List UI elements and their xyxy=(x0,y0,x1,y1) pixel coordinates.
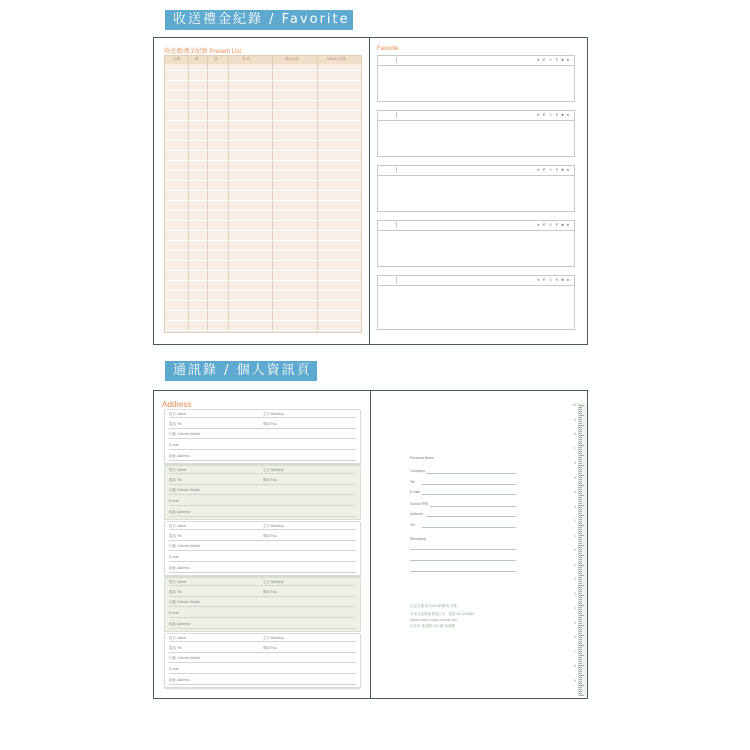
favorite-rating-icons: ♦ ✗ ☺ ¶ ♣ ♠ xyxy=(537,222,570,227)
address-card xyxy=(164,521,361,576)
company-line: 禾禾文化事業有限公司 電話 02-1234567 xyxy=(410,612,476,616)
tel-field-label: 電話 Tel xyxy=(169,534,182,538)
ruler-number: 8 xyxy=(574,664,576,668)
ruler-number: 9 xyxy=(574,678,576,683)
fax-field-label: 傳真 Fax xyxy=(263,590,277,594)
favorite-card xyxy=(377,220,575,267)
col-receive: 收 xyxy=(195,57,199,61)
ruler-number: 2 xyxy=(574,577,576,581)
birthday-field-label: 生日 Birthday xyxy=(263,524,284,528)
name-field-label: 姓名 Name xyxy=(169,580,187,584)
favorite-section-banner: 收送禮金紀錄 / Favorite xyxy=(165,10,353,30)
addr-field-label: 地址 Address xyxy=(169,622,190,626)
ruler-number: 2 xyxy=(574,519,576,523)
ruler-number: 9 xyxy=(574,417,576,422)
addr-field-label: 地址 Address xyxy=(169,566,190,570)
company-label: Company xyxy=(410,469,425,473)
address-card xyxy=(164,577,361,632)
fax-field-label: 傳真 Fax xyxy=(263,422,277,426)
mobile-field-label: 行動 Cellular Mobile xyxy=(169,656,201,660)
ruler xyxy=(572,403,587,695)
ruler-number: 1 xyxy=(574,562,576,567)
favorite-rating-icons: ♦ ✗ ☺ ¶ ♣ ♠ xyxy=(537,112,570,117)
present-list-table xyxy=(164,55,362,333)
fax-field-label: 傳真 Fax xyxy=(263,478,277,482)
addr-field-label: 地址 Address xyxy=(169,454,190,458)
favorite-card xyxy=(377,275,575,330)
spine xyxy=(369,38,370,344)
present-favorite-spread xyxy=(153,37,588,345)
addr-field-label: 地址 Address xyxy=(169,678,190,682)
ruler-number: 5 xyxy=(574,620,576,625)
ruler-number: 3 xyxy=(574,591,576,596)
ruler-number: 4 xyxy=(574,490,576,494)
favorite-card xyxy=(377,110,575,157)
brand-line: 生活文創 的 COLOR系列 手帳 xyxy=(410,604,457,608)
fax-field-label: 傳真 Fax xyxy=(263,534,277,538)
birthday-field-label: 生日 Birthday xyxy=(263,636,284,640)
address-title: Address xyxy=(162,400,192,409)
ruler-number: 10 xyxy=(572,403,576,407)
birthday-field-label: 生日 Birthday xyxy=(263,468,284,472)
favorite-card xyxy=(377,55,575,102)
tel-field-label: 電話 Tel xyxy=(169,646,182,650)
email-field-label: E-mail xyxy=(169,555,179,559)
tel-field-label: 電話 Tel xyxy=(169,422,182,426)
ruler-number: 7 xyxy=(574,649,576,654)
email-field-label: E-mail xyxy=(169,499,179,503)
address-card xyxy=(164,465,361,520)
name-field-label: 姓名 Name xyxy=(169,468,187,472)
ruler-number: 7 xyxy=(574,446,576,451)
spine xyxy=(370,391,371,698)
ruler-number: 6 xyxy=(574,635,576,639)
address-personal-spread xyxy=(153,390,588,699)
mobile-field-label: 行動 Cellular Mobile xyxy=(169,600,201,604)
ruler-number: 0 xyxy=(574,548,576,552)
personal-name-label: Personal Name xyxy=(410,456,435,460)
name-field-label: 姓名 Name xyxy=(169,412,187,416)
tel-field-label: 電話 Tel xyxy=(169,478,182,482)
mobile-field-label: 行動 Cellular Mobile xyxy=(169,488,201,492)
address-card xyxy=(164,633,361,688)
tel-field-label: 電話 Tel xyxy=(169,590,182,594)
email-label: E-mail xyxy=(410,490,420,494)
email-field-label: E-mail xyxy=(169,667,179,671)
email-field-label: E-mail xyxy=(169,443,179,447)
addr-field-label: 地址 Address xyxy=(169,510,190,514)
col-target: 對 象 xyxy=(242,57,250,61)
address-section-banner: 通訊錄 / 個人資訊頁 xyxy=(165,361,317,381)
ruler-number: 4 xyxy=(574,606,576,610)
email-field-label: E-mail xyxy=(169,611,179,615)
favorite-rating-icons: ♦ ✗ ☺ ¶ ♣ ♠ xyxy=(537,167,570,172)
tel2-label: Tel. xyxy=(410,523,416,527)
url-line: https://www.chuyu-culture.com xyxy=(410,618,458,622)
tel-label: Tel. xyxy=(410,480,416,484)
present-list-title: 收送禮/禮金紀錄 Present List xyxy=(164,49,242,55)
mobile-field-label: 行動 Cellular Mobile xyxy=(169,544,201,548)
mobile-field-label: 行動 Cellular Mobile xyxy=(169,432,201,436)
name-field-label: 姓名 Name xyxy=(169,524,187,528)
address-card xyxy=(164,409,361,464)
address-label: Address xyxy=(410,512,423,516)
favorite-rating-icons: ♦ ✗ ☺ ¶ ♣ ♠ xyxy=(537,277,570,282)
ruler-number: 6 xyxy=(574,461,576,465)
col-send: 送 xyxy=(214,57,218,61)
ruler-number: 5 xyxy=(574,475,576,480)
col-date: 日期 xyxy=(173,57,180,61)
col-gift: 禮品內容 xyxy=(285,57,299,61)
favorite-card xyxy=(377,165,575,212)
favorite-title: Favorite xyxy=(377,46,399,52)
favorite-rating-icons: ♦ ✗ ☺ ¶ ♣ ♠ xyxy=(537,57,570,62)
ruler-number: 1 xyxy=(574,533,576,538)
ruler-number: 3 xyxy=(574,504,576,509)
fax-field-label: 傳真 Fax xyxy=(263,646,277,650)
birthday-field-label: 生日 Birthday xyxy=(263,580,284,584)
ruler-number: 8 xyxy=(574,432,576,436)
address-line: 台北市 某某路 123 號 某某樓 xyxy=(410,624,455,628)
remarks-label: Remark(s) xyxy=(410,537,427,541)
school-label: School 學校 xyxy=(410,502,429,506)
name-field-label: 姓名 Name xyxy=(169,636,187,640)
birthday-field-label: 生日 Birthday xyxy=(263,412,284,416)
col-memo: MEMO 回禮 xyxy=(327,57,346,61)
